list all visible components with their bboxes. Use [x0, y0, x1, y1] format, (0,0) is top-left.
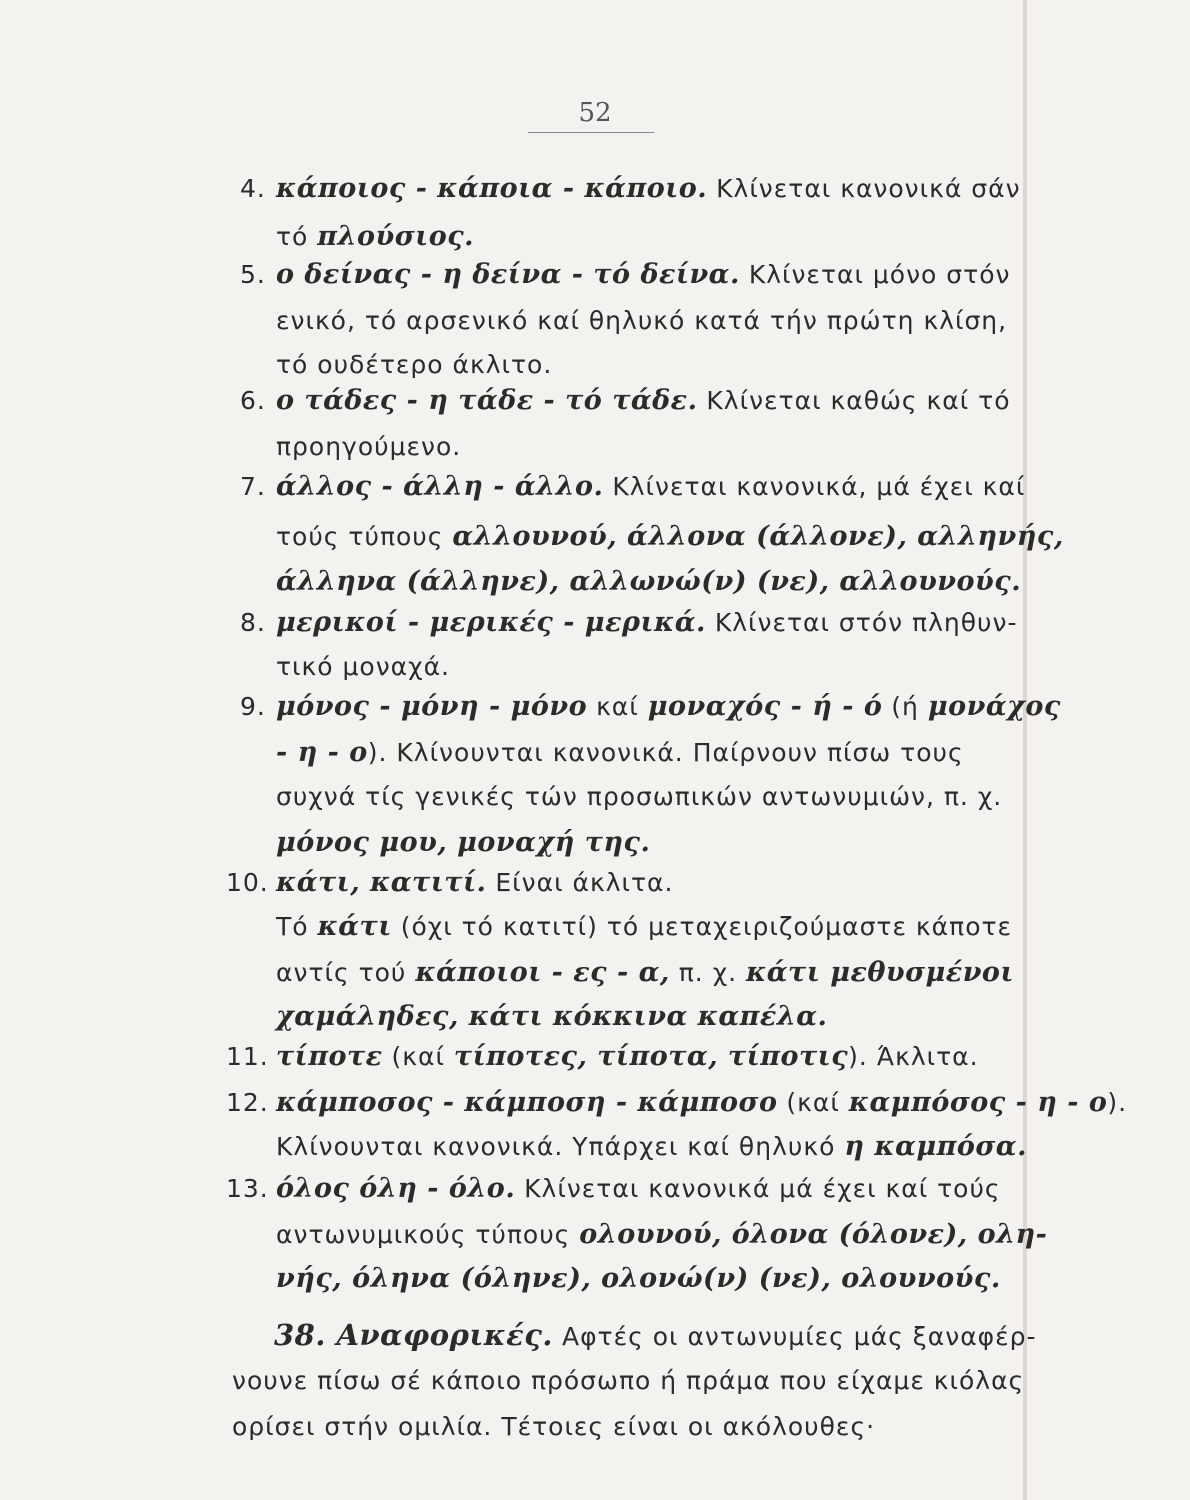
item-4-line-2 — [276, 520, 1064, 554]
page-edge — [1023, 0, 1027, 1500]
emphasized-term: νής, όληνα (όληνε), ολονώ(ν) (νε), ολουνούς. — [276, 1263, 1001, 1294]
body-text: Κλίνουνται κανονικά. Υπάρχει καί θηλυκό — [276, 1132, 845, 1161]
item-5-line-1 — [240, 606, 1017, 640]
section-38-line-2 — [232, 1364, 1024, 1398]
body-text: π. χ. — [669, 958, 747, 987]
item-6-line-1 — [240, 690, 1061, 724]
body-text: αντίς τού — [276, 958, 416, 987]
item-4-line-1 — [240, 470, 1025, 504]
emphasized-term: μόνος μου, μοναχή της. — [276, 827, 651, 858]
item-1-line-2 — [276, 220, 474, 254]
body-text: αντωνυμικούς τύπους — [276, 1220, 580, 1249]
body-text: Κλίνεται στόν πληθυν- — [705, 608, 1018, 637]
body-text: τό — [276, 222, 318, 251]
item-7-line-4 — [276, 1000, 827, 1034]
body-text: (όχι τό κατιτί) τό μεταχειριζούμαστε κάποτε — [391, 912, 1013, 941]
body-text: (καί — [777, 1088, 849, 1117]
item-10-line-1 — [226, 1172, 1001, 1206]
body-text: Κλίνεται κανονικά, μά έχει καί — [603, 472, 1026, 501]
item-3-line-2 — [276, 430, 461, 464]
item-number: 8. — [240, 608, 266, 637]
emphasized-term: τίποτε — [276, 1041, 383, 1072]
item-7-line-1 — [226, 866, 673, 900]
item-2-line-2 — [276, 304, 1007, 338]
item-8-line-1 — [226, 1040, 979, 1074]
emphasized-term: πλούσιος. — [317, 221, 475, 252]
emphasized-term: κάμποσος - κάμποση - κάμποσο — [276, 1087, 778, 1118]
body-text: τό ουδέτερο άκλιτο. — [276, 350, 553, 379]
emphasized-term: μόνος - μόνη - μόνο — [276, 691, 588, 722]
emphasized-term: μονάχος — [927, 691, 1061, 722]
item-number: 9. — [240, 692, 266, 721]
emphasized-term: η καμπόσα. — [844, 1131, 1027, 1162]
body-text: ). Κλίνουνται κανονικά. Παίρνουν πίσω τους — [367, 738, 964, 767]
emphasized-term: άλλος - άλλη - άλλο. — [276, 471, 604, 502]
emphasized-term: κάτι, κατιτί. — [276, 867, 487, 898]
item-6-line-3 — [276, 780, 1002, 814]
item-2-line-1 — [240, 258, 1010, 292]
body-text: (ή — [882, 692, 928, 721]
emphasized-term: κάτι — [317, 911, 392, 942]
body-text: ). — [1107, 1088, 1128, 1117]
emphasized-term: κάτι μεθυσμένοι — [746, 957, 1015, 988]
item-number: 5. — [240, 260, 266, 289]
emphasized-term: μερικοί - μερικές - μερικά. — [276, 607, 706, 638]
body-text: Κλίνεται καθώς καί τό — [697, 386, 1011, 415]
body-text: ). Άκλιτα. — [848, 1042, 979, 1071]
body-text: συχνά τίς γενικές τών προσωπικών αντωνυμιών, π. χ. — [276, 782, 1003, 811]
body-text: ενικό, τό αρσενικό καί θηλυκό κατά τήν πρώτη κλίση, — [276, 306, 1008, 335]
body-text: τούς τύπους — [276, 522, 453, 551]
body-text: καί — [587, 692, 648, 721]
header-rule — [528, 132, 654, 133]
item-9-line-2 — [276, 1130, 1027, 1164]
item-6-line-4 — [276, 826, 650, 860]
emphasized-term: καμπόσος - η - ο — [848, 1087, 1108, 1118]
emphasized-term: τίποτες, τίποτα, τίποτις — [453, 1041, 849, 1072]
emphasized-term: κάποιοι - ες - α, — [415, 957, 670, 988]
item-6-line-2 — [276, 736, 964, 770]
body-text: νουνε πίσω σέ κάποιο πρόσωπο ή πράμα που είχαμε κιόλας — [232, 1366, 1025, 1395]
item-10-line-2 — [276, 1218, 1047, 1252]
body-text: Κλίνεται μόνο στόν — [739, 260, 1011, 289]
section-38-line-3 — [232, 1410, 875, 1444]
item-9-line-1 — [226, 1086, 1127, 1120]
body-text: Κλίνεται κανονικά μά έχει καί τούς — [515, 1174, 1001, 1203]
item-number: 7. — [240, 472, 266, 501]
body-text: (καί — [382, 1042, 454, 1071]
body-text: ορίσει στήν ομιλία. Τέτοιες είναι οι ακόλουθες· — [232, 1412, 876, 1441]
emphasized-term: αλλουνού, άλλονα (άλλονε), αλληνής, — [452, 521, 1064, 552]
item-3-line-1 — [240, 384, 1011, 418]
emphasized-term: ο τάδες - η τάδε - τό τάδε. — [276, 385, 698, 416]
item-5-line-2 — [276, 650, 450, 684]
item-10-line-3 — [276, 1262, 1001, 1296]
item-4-line-3 — [276, 565, 1021, 599]
item-number: 4. — [240, 174, 266, 203]
item-number: 12. — [226, 1088, 269, 1117]
item-number: 6. — [240, 386, 266, 415]
body-text: Τό — [276, 912, 318, 941]
emphasized-term: ολουνού, όλονα (όλονε), ολη- — [579, 1219, 1048, 1250]
emphasized-term: ο δείνας - η δείνα - τό δείνα. — [276, 259, 740, 290]
emphasized-term: άλληνα (άλληνε), αλλωνώ(ν) (νε), αλλουνούς. — [276, 566, 1022, 597]
emphasized-term: όλος όλη - όλο. — [276, 1173, 516, 1204]
body-text: Αφτές οι αντωνυμίες μάς ξαναφέρ- — [553, 1322, 1037, 1351]
item-number: 10. — [226, 868, 269, 897]
section-38-line-1 — [274, 1318, 1037, 1354]
item-number: 11. — [226, 1042, 269, 1071]
emphasized-term: - η - ο — [276, 737, 368, 768]
body-text: τικό μοναχά. — [276, 652, 450, 681]
page-number: 52 — [578, 98, 612, 128]
body-text: Κλίνεται κανονικά σάν — [707, 174, 1021, 203]
item-7-line-3 — [276, 956, 1014, 990]
item-1-line-1 — [240, 172, 1021, 206]
body-text: προηγούμενο. — [276, 432, 462, 461]
body-text: Είναι άκλιτα. — [486, 868, 674, 897]
item-7-line-2 — [276, 910, 1012, 944]
section-heading: 38. Αναφορικές. — [274, 1318, 554, 1352]
emphasized-term: κάποιος - κάποια - κάποιο. — [276, 173, 708, 204]
emphasized-term: χαμάληδες, κάτι κόκκινα καπέλα. — [276, 1001, 828, 1032]
item-number: 13. — [226, 1174, 269, 1203]
emphasized-term: μοναχός - ή - ό — [647, 691, 883, 722]
item-2-line-3 — [276, 348, 552, 382]
